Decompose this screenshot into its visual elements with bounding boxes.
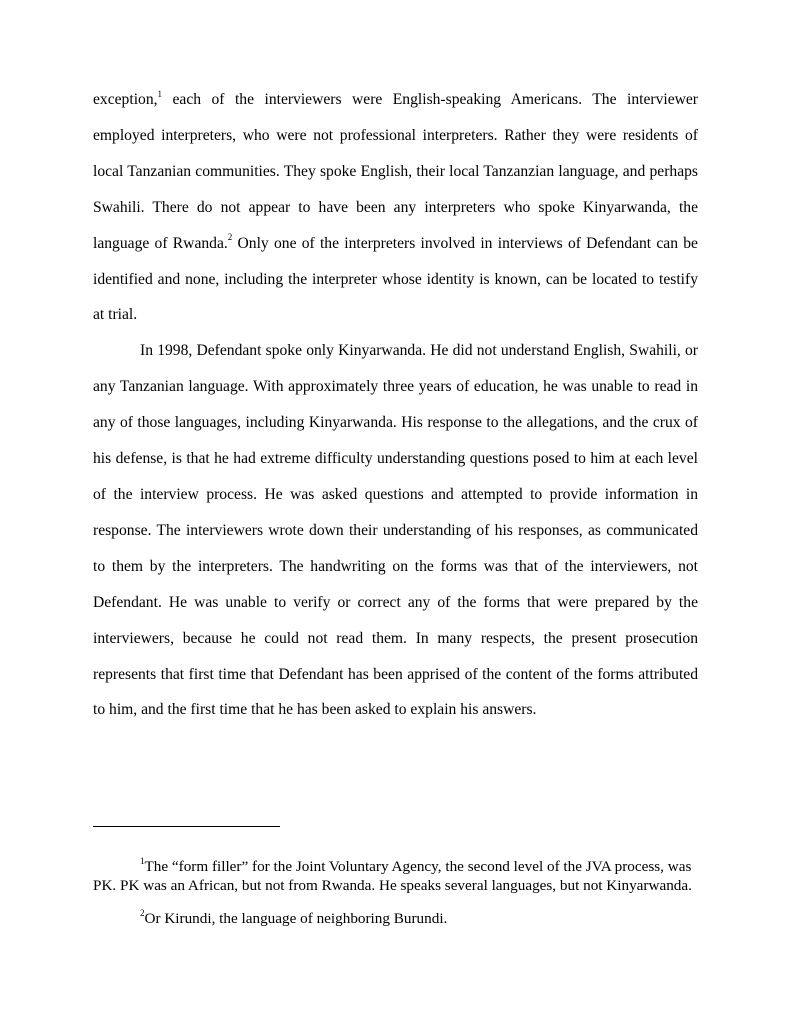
paragraph-text: Only one of the interpreters involved in interviews of Defendant can be identified and none, including the interpreter whose identity is known, can be located to testify at trial.: [93, 234, 698, 324]
footnote-2: [93, 907, 693, 929]
footnotes: [93, 855, 693, 928]
footnote-reference-1: 1: [157, 88, 163, 99]
paragraph-text: exception,: [93, 91, 158, 108]
footnote-text: Or Kirundi, the language of neighboring Burundi.: [144, 909, 448, 927]
body-text: [93, 82, 698, 728]
footnote-reference-2: 2: [227, 232, 233, 243]
paragraph-continuation: [93, 82, 698, 333]
paragraph-text: each of the interviewers were English-speaking Americans. The interviewer employed interpreters, who were not professional interpreters. Rather they were residents of local Tanzanian communities. They spoke English, their local Tanzanzian language, and perhaps Swahili. There do not appear to have been any interpreters who spoke Kinyarwanda, the language of Rwanda.: [93, 91, 698, 252]
footnote-1: [93, 855, 693, 896]
footnote-number: 2: [140, 907, 145, 918]
footnote-number: 1: [140, 855, 145, 866]
footnote-text: The “form filler” for the Joint Voluntary Agency, the second level of the JVA process, was PK. PK was an African, but not from Rwanda. He speaks several languages, but not Kinyarwanda.: [93, 858, 692, 894]
footnote-separator: [93, 826, 280, 827]
paragraph-defendant-language: In 1998, Defendant spoke only Kinyarwanda. He did not understand English, Swahili, or any Tanzanian language. With approximately three years of education, he was unable to read in any of those languages, including Kinyarwanda. His response to the allegations, and the crux of his defense, is that he had extreme difficulty understanding questions posed to him at each level of the interview process. He was asked questions and attempted to provide information in response. The interviewers wrote down their understanding of his responses, as communicated to them by the interpreters. The handwriting on the forms was that of the interviewers, not Defendant. He was unable to verify or correct any of the forms that were prepared by the interviewers, because he could not read them. In many respects, the present prosecution represents that first time that Defendant has been apprised of the content of the forms attributed to him, and the first time that he has been asked to explain his answers.: [93, 342, 698, 719]
